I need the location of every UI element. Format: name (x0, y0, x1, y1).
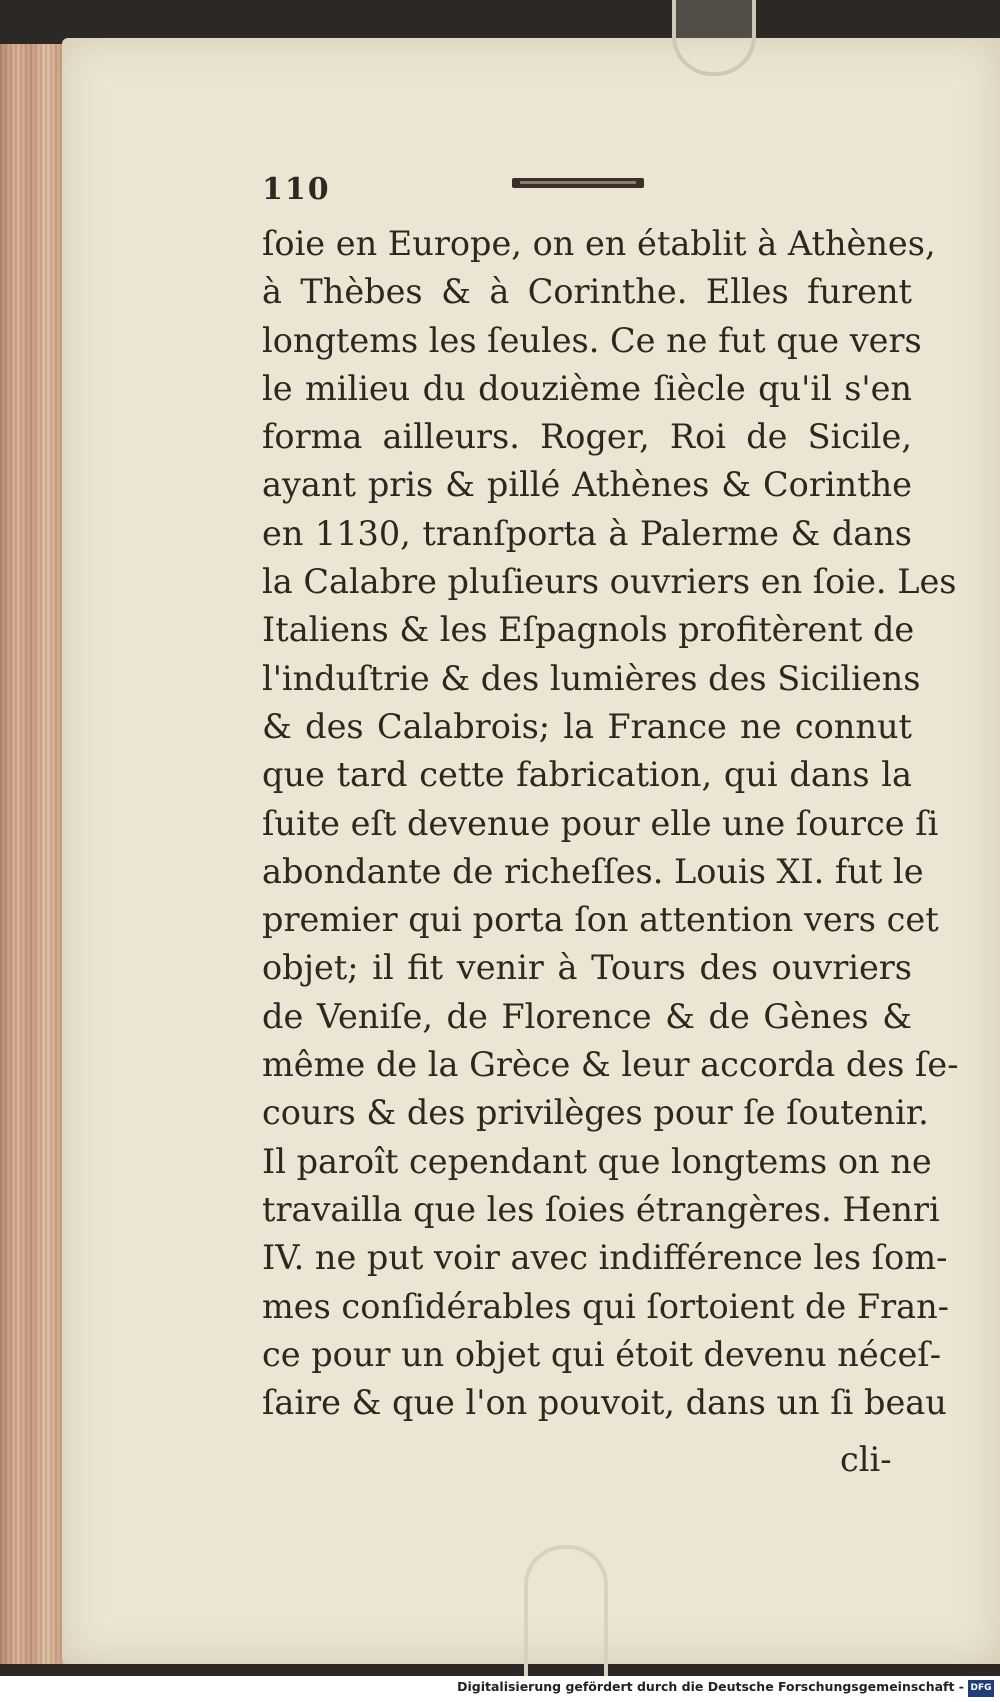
text-line: cours & des privilèges pour ſe ſoutenir. (262, 1093, 929, 1133)
footer-bar (0, 1676, 1000, 1702)
page-number: 110 (262, 172, 331, 207)
text-line: le milieu du douzième ſiècle qu'il s'en (262, 368, 912, 408)
text-line: même de la Grèce & leur accorda des ſe- (262, 1045, 959, 1085)
text-line: ayant pris & pillé Athènes & Corinthe (262, 465, 912, 505)
text-line: à Thèbes & à Corinthe. Elles furent (262, 272, 912, 312)
text-line: forma ailleurs. Roger, Roi de Sicile, (262, 417, 912, 457)
text-line: IV. ne put voir avec indifférence les ſom- (262, 1238, 948, 1278)
clip-top (672, 0, 756, 76)
text-line: ce pour un objet qui étoit devenu néceſ- (262, 1334, 942, 1374)
text-line: Italiens & les Eſpagnols profitèrent de (262, 610, 915, 650)
text-line: l'induſtrie & des lumières des Siciliens (262, 658, 921, 698)
text-line: ſuite eſt devenue pour elle une ſource ſi (262, 803, 939, 843)
text-line: premier qui porta ſon attention vers cet (262, 900, 939, 940)
text-line: la Calabre pluſieurs ouvriers en ſoie. Les (262, 562, 957, 602)
text-line: objet; il fit venir à Tours des ouvriers (262, 948, 912, 988)
text-line: mes conſidérables qui ſortoient de Fran- (262, 1286, 949, 1326)
text-line: Il paroît cependant que longtems on ne (262, 1141, 932, 1181)
text-line: longtems les ſeules. Ce ne fut que vers (262, 320, 922, 360)
catchword: cli- (840, 1440, 892, 1479)
text-line: & des Calabrois; la France ne connut (262, 706, 912, 746)
dfg-logo: DFG (968, 1680, 994, 1697)
text-line: ſoie en Europe, on en établit à Athènes, (262, 224, 936, 263)
text-line: ſaire & que l'on pouvoit, dans un ſi beau (262, 1383, 947, 1423)
text-line: en 1130, tranſporta à Palerme & dans (262, 513, 912, 553)
clip-bottom (524, 1545, 608, 1679)
text-line: travailla que les ſoies étrangères. Henri (262, 1189, 940, 1229)
book-page-edges (0, 44, 70, 1664)
text-line: abondante de richeſſes. Louis XI. fut le (262, 851, 924, 891)
header-ornament (512, 178, 644, 188)
text-line: de Veniſe, de Florence & de Gènes & (262, 996, 912, 1036)
body-text (262, 220, 959, 1427)
text-line: que tard cette fabrication, qui dans la (262, 755, 912, 795)
footer-credit: Digitalisierung gefördert durch die Deutsche Forschungsgemeinschaft - (457, 1679, 964, 1694)
